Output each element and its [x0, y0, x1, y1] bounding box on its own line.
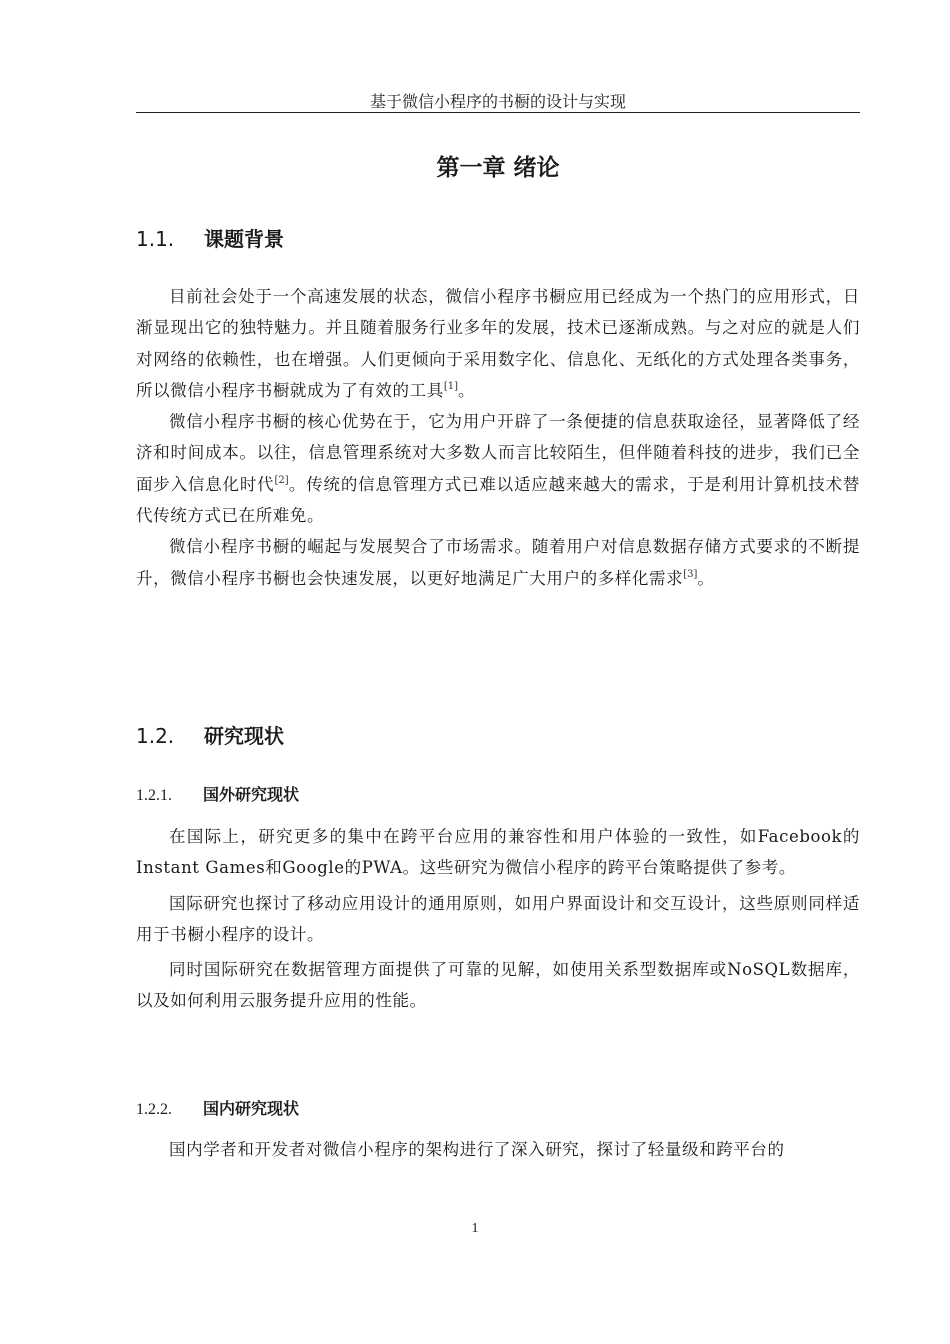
citation-ref: [2] [274, 474, 289, 486]
header-rule [136, 112, 860, 113]
subsection-heading-1-2-1 [136, 783, 299, 808]
section-title: 课题背景 [204, 227, 284, 251]
section-number: 1.1. [136, 227, 175, 251]
running-header: 基于微信小程序的书橱的设计与实现 [369, 92, 626, 111]
chapter-title: 第一章 绪论 [436, 155, 560, 181]
subsection-1-2-1-body [136, 821, 860, 1017]
section-heading-1-1 [136, 225, 284, 253]
subsection-title: 国外研究现状 [203, 785, 300, 804]
section-number: 1.2. [136, 724, 175, 748]
subsection-title: 国内研究现状 [203, 1099, 300, 1118]
paragraph: 微信小程序书橱的崛起与发展契合了市场需求。随着用户对信息数据存储方式要求的不断提升，微信小程序书橱也会快速发展，以更好地满足广大用户的多样化需求[3]。 [136, 537, 860, 588]
section-1-1-body [136, 281, 860, 594]
subsection-heading-1-2-2 [136, 1097, 299, 1122]
section-title: 研究现状 [204, 724, 284, 748]
paragraph: 在国际上，研究更多的集中在跨平台应用的兼容性和用户体验的一致性，如Facebook的Instant Games和Google的PWA。这些研究为微信小程序的跨平台策略提供了参考。 [136, 827, 860, 878]
paragraph: 国内学者和开发者对微信小程序的架构进行了深入研究，探讨了轻量级和跨平台的 [169, 1140, 785, 1159]
subsection-number: 1.2.2. [136, 1101, 172, 1118]
paragraph: 微信小程序书橱的核心优势在于，它为用户开辟了一条便捷的信息获取途径，显著降低了经济和时间成本。以往，信息管理系统对大多数人而言比较陌生，但伴随着科技的进步，我们已全面步入信息化时代[2]。传统的信息管理方式已难以适应越来越大的需求，于是利用计算机技术替代传统方式已在所难免。 [136, 412, 860, 526]
page-number: 1 [471, 1221, 479, 1236]
paragraph: 国际研究也探讨了移动应用设计的通用原则，如用户界面设计和交互设计，这些原则同样适用于书橱小程序的设计。 [136, 893, 860, 944]
citation-ref: [1] [443, 380, 458, 392]
section-heading-1-2 [136, 722, 284, 750]
subsection-1-2-2-body [136, 1134, 860, 1165]
paragraph: 目前社会处于一个高速发展的状态，微信小程序书橱应用已经成为一个热门的应用形式，日渐显现出它的独特魅力。并且随着服务行业多年的发展，技术已逐渐成熟。与之对应的就是人们对网络的依赖性，也在增强。人们更倾向于采用数字化、信息化、无纸化的方式处理各类事务，所以微信小程序书橱就成为了有效的工具[1]。 [136, 287, 860, 400]
subsection-number: 1.2.1. [136, 787, 172, 804]
citation-ref: [3] [683, 568, 698, 580]
paragraph: 同时国际研究在数据管理方面提供了可靠的见解，如使用关系型数据库或NoSQL数据库，以及如何利用云服务提升应用的性能。 [136, 960, 860, 1011]
